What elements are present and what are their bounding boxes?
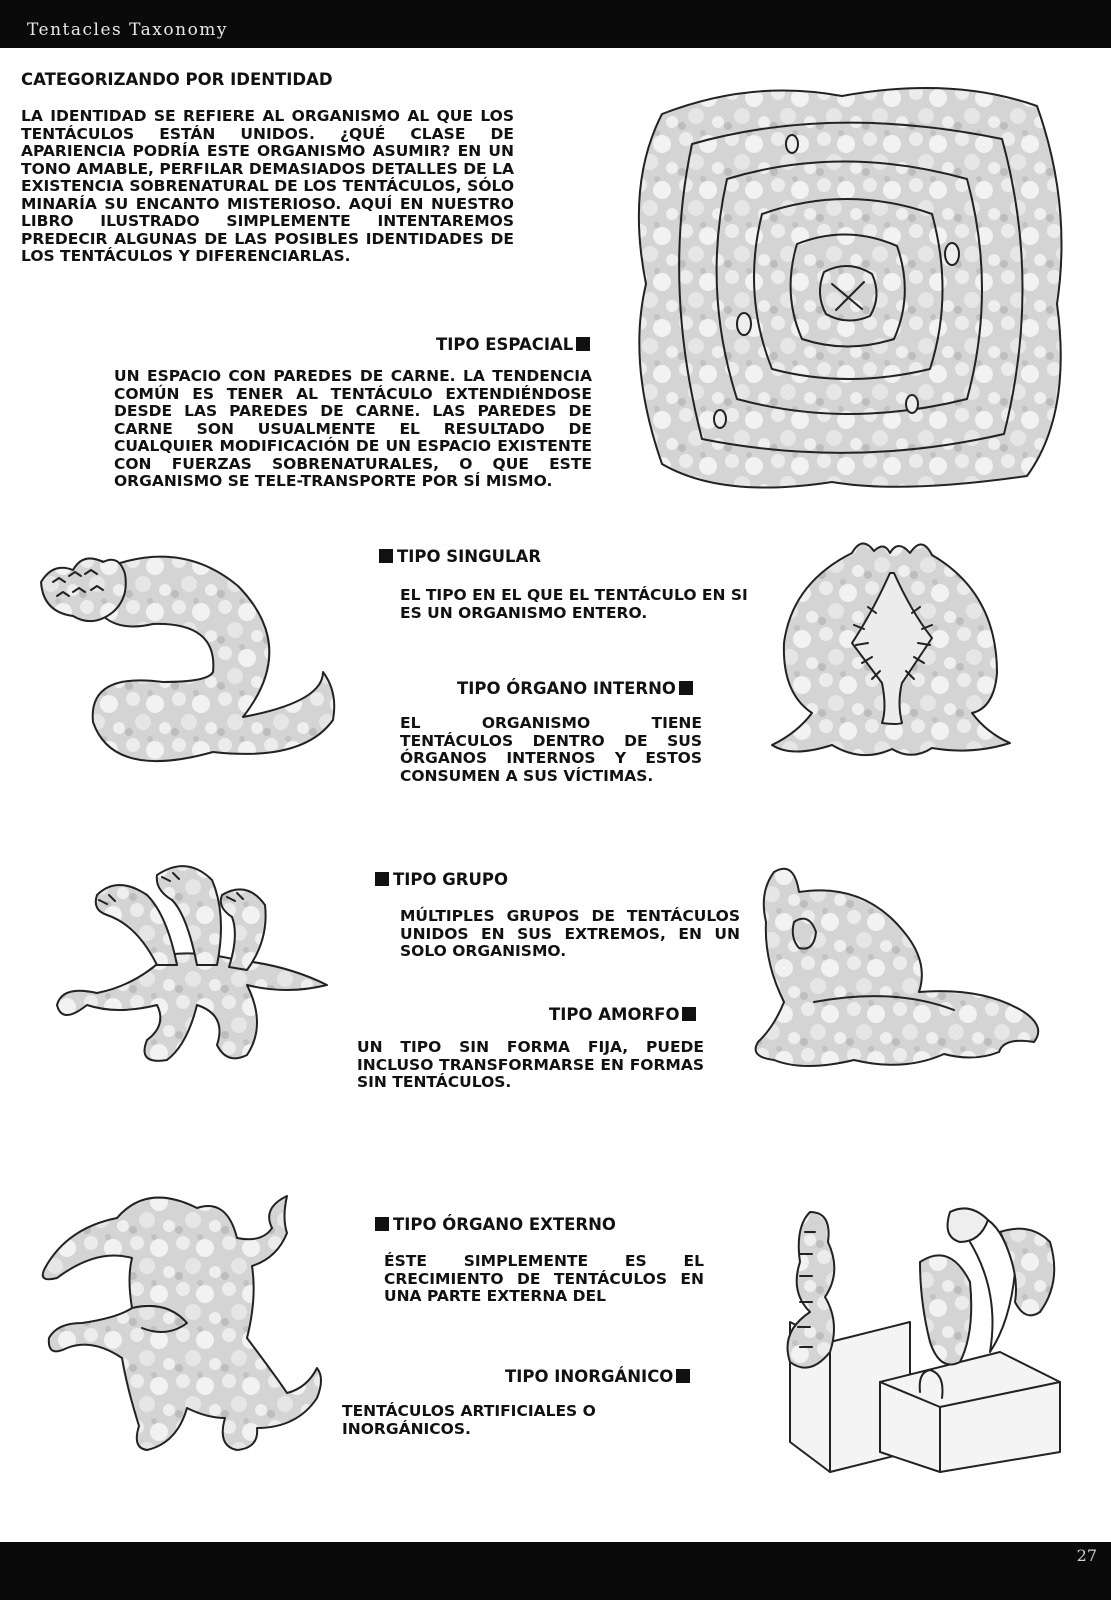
internal-organ-creature-illustration	[772, 533, 1012, 763]
singular-tentacle-illustration	[33, 552, 343, 784]
body-tipo-organo-externo: ÉSTE SIMPLEMENTE ES EL CRECIMIENTO DE TENTÁCULOS EN UNA PARTE EXTERNA DEL	[384, 1252, 704, 1305]
heading-tipo-organo-externo-label: TIPO ÓRGANO EXTERNO	[393, 1215, 616, 1234]
intro-heading: CATEGORIZANDO POR IDENTIDAD	[21, 70, 333, 89]
body-tipo-singular: EL TIPO EN EL QUE EL TENTÁCULO EN SI ES UN ORGANISMO ENTERO.	[400, 586, 748, 622]
heading-tipo-organo-externo	[375, 1215, 616, 1234]
heading-tipo-amorfo-label: TIPO AMORFO	[549, 1005, 680, 1024]
heading-tipo-grupo	[375, 870, 508, 889]
page-number: 27	[1076, 1546, 1097, 1565]
heading-tipo-espacial-label: TIPO ESPACIAL	[436, 335, 574, 354]
heading-tipo-organo-interno	[457, 679, 693, 698]
body-tipo-espacial: UN ESPACIO CON PAREDES DE CARNE. LA TENDENCIA COMÚN ES TENER AL TENTÁCULO EXTENDIÉNDOSE DESDE LAS PAREDES DE CARNE. LAS PAREDES DE CARNE SON USUALMENTE EL RESULTADO DE CUALQUIER MODIFICACIÓN DE UN ESPACIO EXISTENTE CON FUERZAS SOBRENATURALES, O QUE ESTE ORGANISMO SE TELE-TRANSPORTE POR SÍ MISMO.	[114, 367, 592, 490]
heading-tipo-singular-label: TIPO SINGULAR	[397, 547, 542, 566]
body-tipo-grupo: MÚLTIPLES GRUPOS DE TENTÁCULOS UNIDOS EN SUS EXTREMOS, EN UN SOLO ORGANISMO.	[400, 907, 740, 960]
square-bullet-icon	[576, 337, 590, 351]
square-bullet-icon	[375, 1217, 389, 1231]
square-bullet-icon	[679, 681, 693, 695]
square-bullet-icon	[375, 872, 389, 886]
inorganic-machine-illustration	[770, 1202, 1065, 1482]
group-creature-illustration	[37, 855, 337, 1075]
external-organ-creature-illustration	[37, 1188, 327, 1458]
heading-tipo-inorganico	[505, 1367, 690, 1386]
heading-tipo-singular	[379, 547, 541, 566]
amorphous-creature-illustration	[754, 862, 1046, 1072]
heading-tipo-amorfo	[549, 1005, 696, 1024]
body-tipo-amorfo: UN TIPO SIN FORMA FIJA, PUEDE INCLUSO TRANSFORMARSE EN FORMAS SIN TENTÁCULOS.	[357, 1038, 704, 1091]
intro-body: LA IDENTIDAD SE REFIERE AL ORGANISMO AL QUE LOS TENTÁCULOS ESTÁN UNIDOS. ¿QUÉ CLASE DE APARIENCIA PODRÍA ESTE ORGANISMO ASUMIR? EN UN TONO AMABLE, PERFILAR DEMASIADOS DETALLES DE LA EXISTENCIA SOBRENATURAL DE LOS TENTÁCULOS, SÓLO MINARÍA SU ENCANTO MISTERIOSO. AQUÍ EN NUESTRO LIBRO ILUSTRADO SIMPLEMENTE INTENTAREMOS PREDECIR ALGUNAS DE LAS POSIBLES IDENTIDADES DE LOS TENTÁCULOS Y DIFERENCIARLAS.	[21, 107, 514, 265]
square-bullet-icon	[379, 549, 393, 563]
page-header-title: Tentacles Taxonomy	[27, 20, 229, 40]
footer-bar	[0, 1542, 1111, 1600]
header-bar	[0, 0, 1111, 48]
square-bullet-icon	[682, 1007, 696, 1021]
square-bullet-icon	[676, 1369, 690, 1383]
heading-tipo-espacial	[436, 335, 590, 354]
heading-tipo-grupo-label: TIPO GRUPO	[393, 870, 509, 889]
body-tipo-inorganico: TENTÁCULOS ARTIFICIALES O INORGÁNICOS.	[342, 1402, 596, 1438]
heading-tipo-organo-interno-label: TIPO ÓRGANO INTERNO	[457, 679, 676, 698]
body-tipo-organo-interno: EL ORGANISMO TIENE TENTÁCULOS DENTRO DE SUS ÓRGANOS INTERNOS Y ESTOS CONSUMEN A SUS VÍCTIMAS.	[400, 714, 702, 785]
flesh-room-illustration	[632, 84, 1072, 494]
heading-tipo-inorganico-label: TIPO INORGÁNICO	[505, 1367, 674, 1386]
